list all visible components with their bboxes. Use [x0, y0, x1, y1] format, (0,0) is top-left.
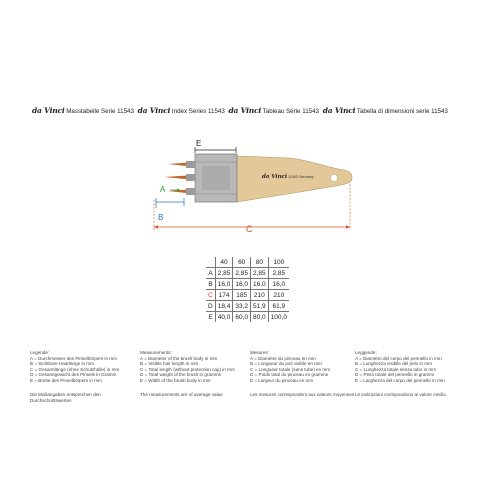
header-segment-text: Tableau Série 11543 — [262, 108, 319, 115]
legend-line: B = Visible hair length in mm — [140, 361, 199, 367]
row-label: C — [206, 290, 215, 301]
brush-diagram — [150, 136, 360, 236]
label-b: B — [158, 213, 164, 222]
table-cell: 210 — [268, 290, 289, 301]
table-cell: 18,4 — [215, 301, 233, 312]
table-cell: 2,85 — [268, 268, 289, 279]
row-label: B — [206, 279, 215, 290]
dimension-table — [206, 257, 289, 322]
table-cell: 40,0 — [215, 312, 233, 323]
table-cell: 2,85 — [215, 268, 233, 279]
legend-line: A = Diamètre du pinceau en mm — [250, 355, 316, 361]
legend-line: E = Width of the brush body in mm — [140, 377, 211, 383]
brand-logo: da Vinci — [137, 106, 171, 115]
table-cell: 185 — [233, 290, 251, 301]
table-cell: 210 — [251, 290, 269, 301]
dimension-c-arrow — [346, 225, 350, 228]
legend-title: Measurements: — [140, 350, 172, 355]
row-label: A — [206, 268, 215, 279]
legend-line: C = Gesamtlänge (ohne Schutzhülle) in mm — [30, 366, 120, 372]
table-cell: 80,0 — [251, 312, 269, 323]
header-segment — [32, 108, 134, 115]
header-segment — [323, 108, 448, 115]
legend-title: Mesures: — [250, 350, 269, 355]
table-cell: 60,0 — [233, 312, 251, 323]
label-a: A — [160, 185, 166, 194]
brush-illustration — [150, 136, 360, 236]
legend-line: A = Diameter of the brush body in mm — [140, 355, 218, 361]
brush-crimp — [186, 174, 195, 181]
table-row — [206, 312, 289, 323]
ferrule-shade — [202, 166, 230, 190]
table-header-cell — [206, 257, 215, 268]
brand-logo: da Vinci — [228, 106, 262, 115]
legend-line: A = Diametro del corpo del pennello in mm — [355, 355, 442, 361]
row-label: E — [206, 312, 215, 323]
legend-title: Leggende: — [355, 350, 377, 355]
table-header-cell: 40 — [215, 257, 233, 268]
legend-note: Les mesures correspondent aux valeurs moyennes — [250, 392, 355, 397]
brand-logo: da Vinci — [322, 106, 356, 115]
brush-crimp — [186, 161, 195, 168]
table-row — [206, 301, 289, 312]
table-header-cell: 60 — [233, 257, 251, 268]
legend-line: C = Lunghezza totale senza tubo in mm — [355, 366, 437, 372]
legend-italian — [355, 350, 463, 397]
header-segment-text: Masstabelle Serie 11543 — [66, 108, 134, 115]
legend-line: B = Longueur du poil visible en mm — [250, 361, 322, 367]
brand-logo: da Vinci — [32, 106, 65, 115]
table-cell: 100,0 — [268, 312, 289, 323]
brush-crimp — [186, 188, 195, 195]
legend-line: D = Peso totale del pennello in grammi — [355, 372, 435, 378]
table-cell: 16,0 — [268, 279, 289, 290]
table-header-cell: 100 — [268, 257, 289, 268]
legend-line: B = Lunghezza visibile del pelo in mm — [355, 361, 432, 367]
dimension-c-arrow — [154, 225, 158, 228]
legend-line: E = Larghezza del corpo del pennello in mm — [355, 377, 445, 383]
legend-line: A = Durchmesser des Pinselkörpers in mm — [30, 355, 117, 361]
table-cell: 174 — [215, 290, 233, 301]
table-cell: 16,0 — [215, 279, 233, 290]
legend-note: Die Maßangaben entsprechen den Durchschnittswerten — [30, 392, 101, 403]
table-cell: 2,85 — [251, 268, 269, 279]
table-cell: 2,85 — [233, 268, 251, 279]
legend-french — [250, 350, 358, 397]
legend-note: Le indicazioni corrispondono ai valore medio. — [355, 392, 447, 397]
table-header-cell: 80 — [251, 257, 269, 268]
handle-text: 11543 Germany — [288, 175, 314, 179]
legend-line: B = Sichtbare Haarlänge in mm — [30, 361, 94, 367]
legend-line: C = Total length (without protection cap) in mm — [140, 366, 235, 372]
header-segment — [138, 108, 225, 115]
header-segment — [229, 108, 319, 115]
table-row — [206, 268, 289, 279]
table-header-row — [206, 257, 289, 268]
legend-line: D = Total weight of the brush in gramms — [140, 372, 221, 378]
handle-brand: da Vinci — [262, 174, 288, 180]
label-e: E — [196, 139, 202, 148]
row-label: D — [206, 301, 215, 312]
table-cell: 16,0 — [233, 279, 251, 290]
legend-line: E = Largeur du pinceau en mm — [250, 377, 314, 383]
table-row — [206, 279, 289, 290]
legend-note: The measurements are of average value — [140, 392, 223, 397]
table-row — [206, 290, 289, 301]
label-c: C — [246, 224, 253, 234]
legend-line: E = Breite des Pinselkörpers in mm — [30, 377, 102, 383]
legend-english — [140, 350, 248, 397]
table-cell: 61,9 — [268, 301, 289, 312]
header-segment-text: Tabella di dimensioni serie 11543 — [356, 108, 448, 115]
table-cell: 51,9 — [251, 301, 269, 312]
handle-hole — [330, 174, 337, 181]
legend-line: C = Longueur totale (sans tube) en mm — [250, 366, 331, 372]
header-segment-text: Index Series 11543 — [171, 108, 225, 115]
legend-german — [30, 350, 138, 403]
table-cell: 33,2 — [233, 301, 251, 312]
table-cell: 16,0 — [251, 279, 269, 290]
legend-line: D = Poids total du pinceau en gramme — [250, 372, 329, 378]
legend-line: D = Gesamtgewicht des Pinsels in Gramm — [30, 372, 117, 378]
header-line — [32, 106, 492, 115]
legend-title: Legende: — [30, 350, 50, 355]
